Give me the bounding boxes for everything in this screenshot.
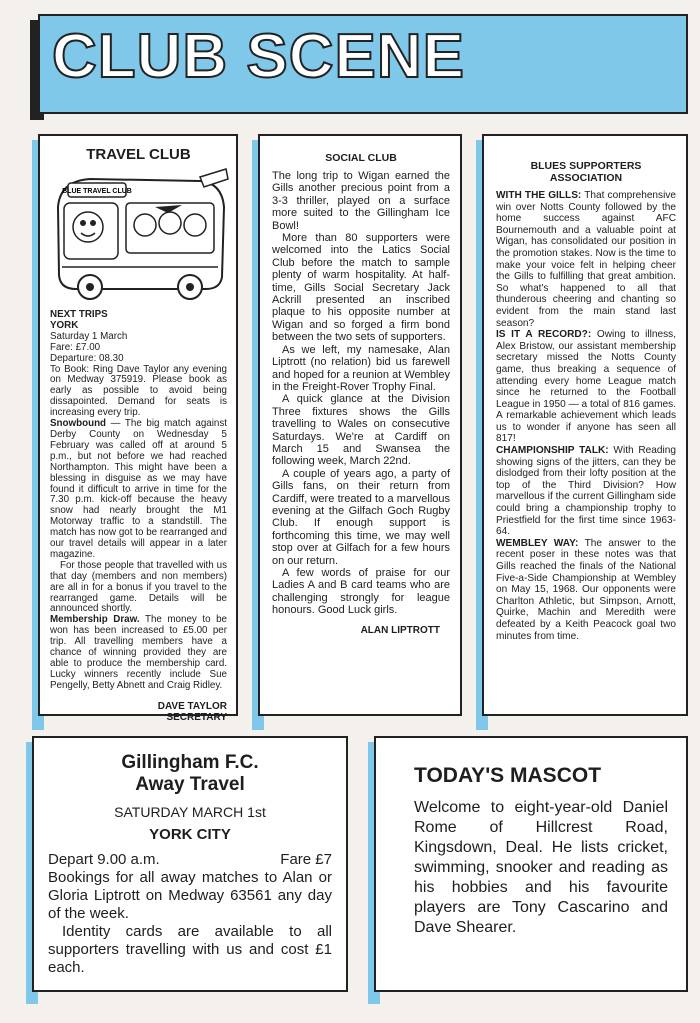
championship-paragraph: CHAMPIONSHIP TALK: With Reading showing signs of the jitters, can they be dislodged from their lofty position at the top of the Third Division? How marvellous if the current Gillingham side could bring a championship trophy to Priestfield for the first time since 1963-64. xyxy=(496,445,676,538)
wembley-label: WEMBLEY WAY: xyxy=(496,537,579,549)
blues-text xyxy=(496,190,676,642)
social-paragraph-4: A quick glance at the Division Three fixtures shows the Gills travelling to Wales on consecutive Saturdays. We're at Cardiff on March 15 and Swansea the following week, March 22nd. xyxy=(272,393,450,468)
page-title: CLUB SCENE xyxy=(52,22,466,91)
record-paragraph: IS IT A RECORD?: Owing to illness, Alex Bristow, our assistant membership secretary missed the Notts County game, thus breaking a sequence of attending every home League match since he returned to the Football League in 1950 — a total of 816 games. A remarkable achievement which leads us to wonder if anyone has seen all 817! xyxy=(496,329,676,445)
wembley-paragraph: WEMBLEY WAY: The answer to the recent poser in these notes was that Gills reached the finals of the National Five-a-Side Championship at Wembley on May 15, 1968. Our opponents were Charlton Athletic, but Simpson, Arnott, Quirke, Machin and Meredith were defeated by a Keith Peacock goal two minutes from time. xyxy=(496,537,677,642)
membership-draw-label: Membership Draw. xyxy=(50,614,140,626)
away-opponent: YORK CITY xyxy=(149,826,231,843)
social-club-text xyxy=(272,170,450,637)
social-paragraph-6: A few words of praise for our Ladies A and B card teams who are challenging strongly for league honours. Good Luck girls. xyxy=(272,567,450,617)
social-paragraph-3: As we left, my namesake, Alan Liptrott (no relation) bid us farewell and hoped for a reunion at Wembley in the Freight-Rover Trophy Final. xyxy=(272,343,450,393)
travel-club-heading: TRAVEL CLUB xyxy=(86,146,191,163)
next-trips-label: NEXT TRIPS xyxy=(50,309,108,320)
championship-label: CHAMPIONSHIP TALK: xyxy=(496,445,609,457)
blues-heading-line-1: BLUES SUPPORTERS xyxy=(530,160,642,172)
away-title-line-2: Away Travel xyxy=(135,774,245,795)
membership-draw-paragraph: Membership Draw. The money to be won has been increased to £5.00 per trip. All travelling members have a chance of winning provided they are able to produce the membership card. Lucky winners recently include Sue Pengelly, Betty Abnett and Craig Ridley. xyxy=(50,614,227,691)
social-club-heading: SOCIAL CLUB xyxy=(325,152,397,164)
blues-supporters-panel xyxy=(482,134,688,716)
snowbound-paragraph: Snowbound — The big match against Derby County on Wednesday 5 February was called off at around 5 p.m., but not before we had reached Northampton. This might have been a blessing in disguise as we may have found it difficult to arrive in time for the 7.30 p.m. kick-off because the heavy snow had nearly brought the M1 Motorway traffic to a standstill. The match has now got to be rearranged and our travel details will appear in a later magazine. xyxy=(50,418,227,560)
signature-role: SECRETARY xyxy=(166,711,227,723)
record-label: IS IT A RECORD?: xyxy=(496,329,592,341)
blues-heading-line-2: ASSOCIATION xyxy=(549,172,623,184)
social-paragraph-5: A couple of years ago, a party of Gills fans, on their return from Cardiff, were treated to a marvellous evening at the Gilfach Goch Rugby Club. If enough support is forthcoming this time, we may well stop over at Gilfach for a few hours on our return. xyxy=(272,467,450,567)
bonus-paragraph: For those people that travelled with us that day (members and non members) are all in for a bonus if you travel to the rearranged game. Details will be announced shortly. xyxy=(50,559,227,615)
away-depart-row xyxy=(48,851,332,869)
booking-paragraph: To Book: Ring Dave Taylor any evening on Medway 375919. Please book as early as possible to avoid being dissapointed. Demand for seats is increasing every trip. xyxy=(50,363,227,419)
social-paragraph-2: More than 80 supporters were welcomed into the Latics Social Club before the match to sample plenty of warm hospitality. At half-time, Gills Social Secretary Jack Ackrill presented an inscribed plaque to his opposite number at Wigan and so forged a firm bond between the two sets of supporters. xyxy=(272,232,450,344)
bus-illustration xyxy=(50,167,227,302)
signature-name: DAVE TAYLOR xyxy=(157,700,227,712)
mascot-panel xyxy=(374,736,688,992)
away-depart-time: Depart 9.00 a.m. xyxy=(48,851,160,868)
travel-club-panel xyxy=(38,134,238,723)
away-bookings-text: Bookings for all away matches to Alan or Gloria Liptrott on Medway 63561 any day of the week. xyxy=(48,869,332,922)
away-title-line-1: Gillingham F.C. xyxy=(121,752,259,773)
trip-date: Saturday 1 March xyxy=(50,330,128,342)
social-club-panel xyxy=(258,134,462,716)
trip-destination: YORK xyxy=(50,319,79,331)
away-travel-panel xyxy=(32,736,348,992)
social-signature: ALAN LIPTROTT xyxy=(360,624,440,636)
away-fare: Fare £7 xyxy=(280,851,332,868)
social-paragraph-1: The long trip to Wigan earned the Gills another precious point from a 3-3 thriller, played on a surface more suited to the Gillingham Ice Bowl! xyxy=(272,170,450,232)
with-the-gills-label: WITH THE GILLS: xyxy=(496,190,582,201)
mascot-title: TODAY'S MASCOT xyxy=(414,764,602,787)
mascot-text: Welcome to eight-year-old Daniel Rome of Hillcrest Road, Kingsdown, Deal. He lists cricket, swimming, snooker and reading as his hobbies and his favourite players are Tony Cascarino and Dave Shearer. xyxy=(414,799,668,936)
trip-fare: Fare: £7.00 xyxy=(50,341,101,353)
away-date: SATURDAY MARCH 1st xyxy=(114,804,266,820)
bus-sign-text: BLUE TRAVEL CLUB xyxy=(62,188,132,195)
trip-departure: Departure: 08.30 xyxy=(50,352,124,364)
travel-club-text xyxy=(50,310,227,724)
snowbound-label: Snowbound xyxy=(50,418,107,430)
away-identity-text: Identity cards are available to all supporters travelling with us and cost £1 each. xyxy=(48,923,332,976)
club-scene-banner xyxy=(38,14,688,114)
with-the-gills-paragraph: WITH THE GILLS: That comprehensive win over Notts County followed by the home success against AFC Bournemouth and a valuable point at Wigan, has consolidated our position in the promotion stakes. Now is the time to make your voice felt in helping cheer the Gills to fulfilling that great ambition. So what's happened to all that thunderous cheering and chanting so evident from the main stand last season? xyxy=(496,190,676,329)
